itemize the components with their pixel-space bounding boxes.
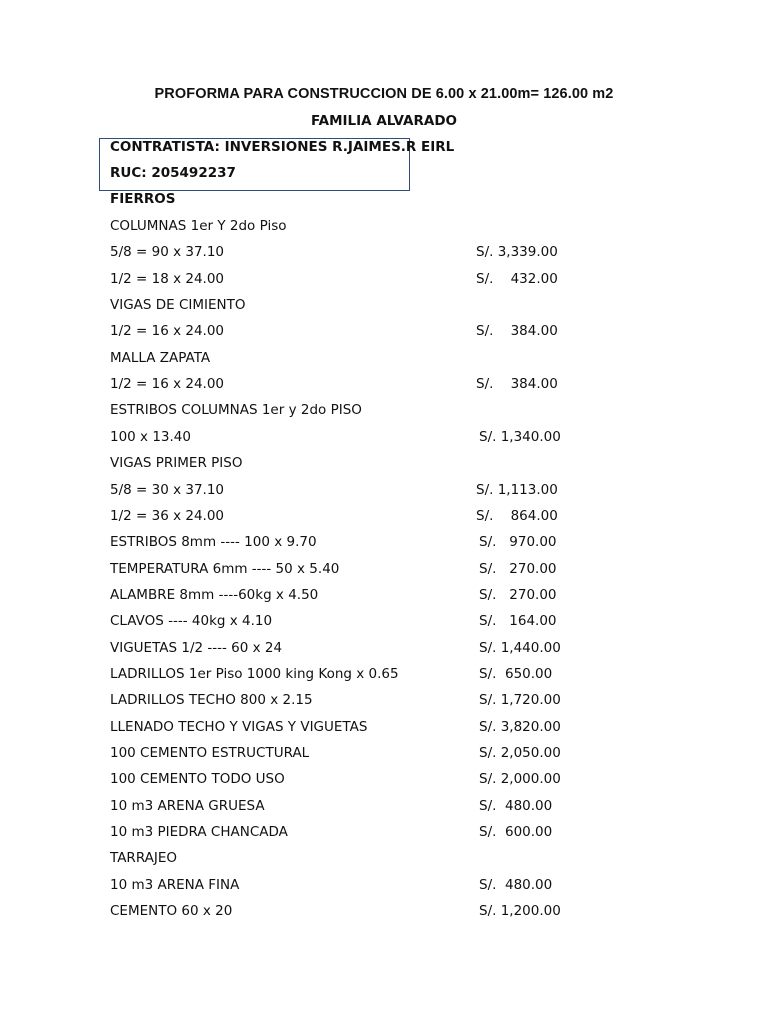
item-amount: S/. 480.00 <box>479 877 553 893</box>
document-title: PROFORMA PARA CONSTRUCCION DE 6.00 x 21.00m= 126.00 m2 <box>154 86 614 102</box>
item-label: 1/2 = 16 x 24.00 <box>110 376 225 392</box>
item-label: 5/8 = 30 x 37.10 <box>110 482 225 498</box>
item-amount: S/. 864.00 <box>476 508 558 524</box>
item-label: ESTRIBOS COLUMNAS 1er y 2do PISO <box>110 402 362 418</box>
item-amount: S/. 480.00 <box>479 798 553 814</box>
item-label: COLUMNAS 1er Y 2do Piso <box>110 218 287 234</box>
item-label: 1/2 = 16 x 24.00 <box>110 323 225 339</box>
item-label: LLENADO TECHO Y VIGAS Y VIGUETAS <box>110 719 368 735</box>
item-label: 1/2 = 36 x 24.00 <box>110 508 225 524</box>
item-label: MALLA ZAPATA <box>110 350 211 366</box>
family-name: FAMILIA ALVARADO <box>310 113 458 129</box>
item-amount: S/. 3,339.00 <box>476 244 558 260</box>
item-amount: S/. 432.00 <box>476 271 558 287</box>
item-label: LADRILLOS 1er Piso 1000 king Kong x 0.65 <box>110 666 399 682</box>
item-amount: S/. 2,000.00 <box>479 771 561 787</box>
item-amount: S/. 270.00 <box>479 587 557 603</box>
item-label: LADRILLOS TECHO 800 x 2.15 <box>110 692 313 708</box>
item-amount: S/. 270.00 <box>479 561 557 577</box>
item-label: 10 m3 ARENA GRUESA <box>110 798 265 814</box>
item-label: VIGUETAS 1/2 ---- 60 x 24 <box>110 640 283 656</box>
item-label: ESTRIBOS 8mm ---- 100 x 9.70 <box>110 534 317 550</box>
ruc-line: RUC: 205492237 <box>110 165 236 181</box>
item-label: TEMPERATURA 6mm ---- 50 x 5.40 <box>110 561 340 577</box>
item-label: TARRAJEO <box>110 850 178 866</box>
item-amount: S/. 1,440.00 <box>479 640 561 656</box>
item-label: CEMENTO 60 x 20 <box>110 903 233 919</box>
item-label: 1/2 = 18 x 24.00 <box>110 271 225 287</box>
item-amount: S/. 3,820.00 <box>479 719 561 735</box>
item-label: CLAVOS ---- 40kg x 4.10 <box>110 613 273 629</box>
item-amount: S/. 1,113.00 <box>476 482 558 498</box>
section-heading: FIERROS <box>110 191 176 207</box>
item-amount: S/. 2,050.00 <box>479 745 561 761</box>
item-amount: S/. 1,200.00 <box>479 903 561 919</box>
item-amount: S/. 970.00 <box>479 534 557 550</box>
item-label: 100 CEMENTO TODO USO <box>110 771 285 787</box>
item-amount: S/. 650.00 <box>479 666 553 682</box>
item-amount: S/. 164.00 <box>479 613 557 629</box>
item-amount: S/. 600.00 <box>479 824 553 840</box>
item-label: 100 x 13.40 <box>110 429 191 445</box>
item-label: 5/8 = 90 x 37.10 <box>110 244 225 260</box>
item-amount: S/. 384.00 <box>476 376 558 392</box>
item-label: VIGAS DE CIMIENTO <box>110 297 246 313</box>
item-amount: S/. 1,340.00 <box>479 429 561 445</box>
item-label: 10 m3 PIEDRA CHANCADA <box>110 824 288 840</box>
item-label: ALAMBRE 8mm ----60kg x 4.50 <box>110 587 319 603</box>
item-amount: S/. 1,720.00 <box>479 692 561 708</box>
item-label: 100 CEMENTO ESTRUCTURAL <box>110 745 310 761</box>
item-label: VIGAS PRIMER PISO <box>110 455 243 471</box>
item-amount: S/. 384.00 <box>476 323 558 339</box>
item-label: 10 m3 ARENA FINA <box>110 877 240 893</box>
contractor-line: CONTRATISTA: INVERSIONES R.JAIMES.R EIRL <box>110 139 455 155</box>
